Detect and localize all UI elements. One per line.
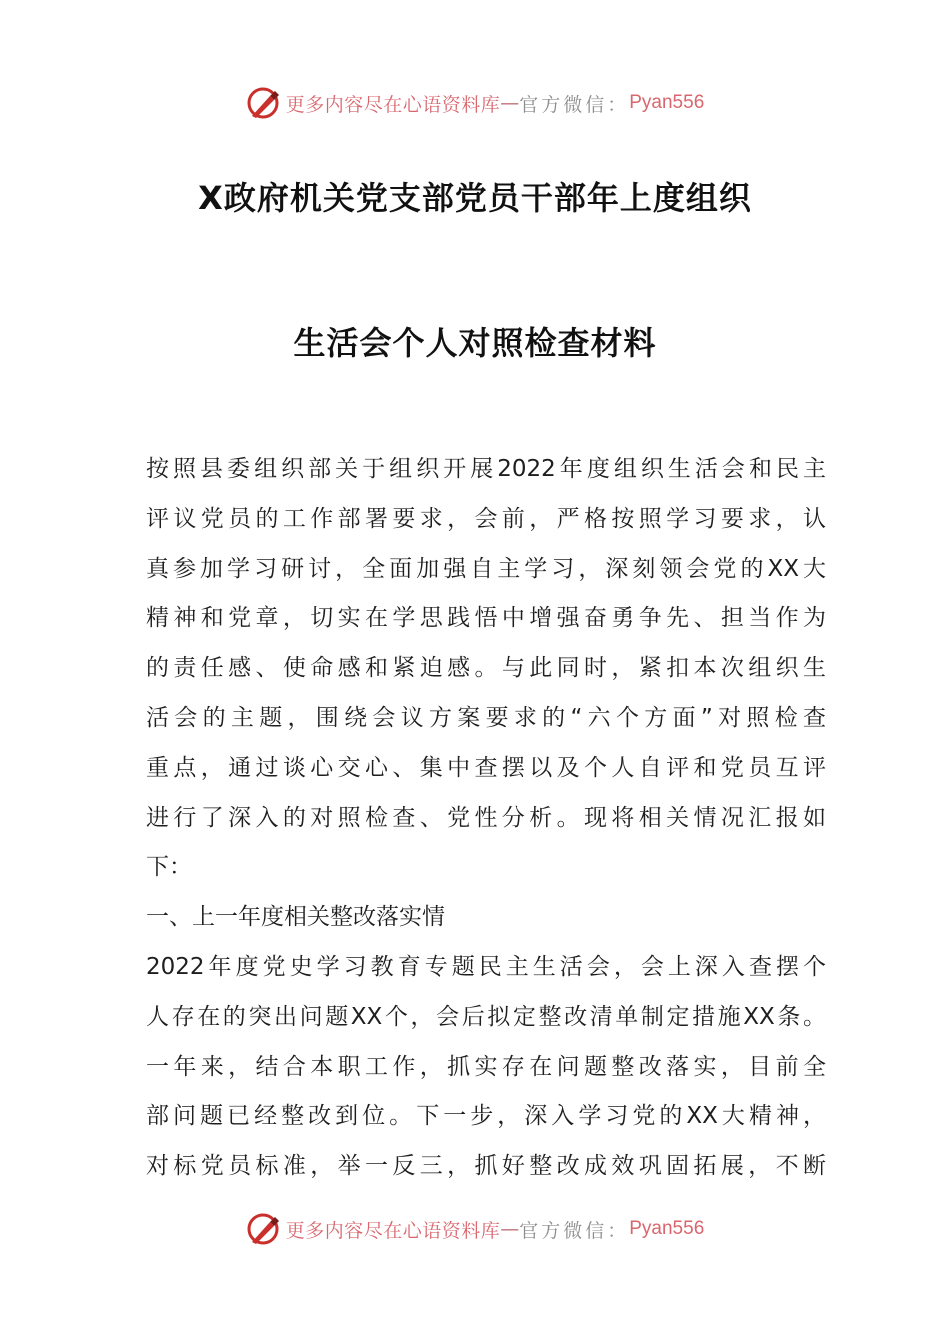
body-line: 进行了深入的对照检查、党性分析。现将相关情况汇报如 (146, 804, 826, 831)
body-line: 精神和党章，切实在学思践悟中增强奋勇争先、担当作为 (146, 605, 826, 632)
section-heading: 一、上一年度相关整改落实情 (146, 904, 445, 931)
body-line: 2022年度党史学习教育专题民主生活会，会上深入查摆个 (146, 953, 826, 980)
pen-logo-icon (246, 1212, 280, 1246)
watermark-wechat-id: Pyan556 (629, 1218, 705, 1239)
body-line: 人存在的突出问题XX个，会后拟定整改清单制定措施XX条。 (146, 1003, 826, 1030)
body-line: 活会的主题，围绕会议方案要求的“六个方面”对照检查 (146, 704, 826, 731)
watermark-footer (0, 1206, 950, 1252)
pen-logo-icon (246, 86, 280, 120)
document-body (146, 445, 826, 1192)
watermark-separator: — (500, 1218, 520, 1240)
body-line: 的责任感、使命感和紧迫感。与此同时，紧扣本次组织生 (146, 655, 826, 682)
body-line: 真参加学习研讨，全面加强自主学习，深刻领会党的XX大 (146, 555, 826, 582)
watermark-brand-text: 更多内容尽在心语资料库 (285, 1219, 501, 1242)
watermark-wechat-label: 官方微信： (519, 93, 630, 116)
body-line: 部问题已经整改到位。下一步，深入学习党的XX大精神， (146, 1103, 826, 1130)
body-line: 重点，通过谈心交心、集中查摆以及个人自评和党员互评 (146, 754, 826, 781)
body-line: 评议党员的工作部署要求，会前，严格按照学习要求，认 (146, 505, 826, 532)
watermark-separator: — (500, 92, 520, 114)
body-line: 对标党员标准，举一反三，抓好整改成效巩固拓展，不断 (146, 1153, 826, 1180)
watermark-wechat-label: 官方微信： (519, 1219, 630, 1242)
watermark-wechat-id: Pyan556 (629, 92, 705, 113)
watermark-brand-text: 更多内容尽在心语资料库 (285, 93, 501, 116)
document-title-line-2: 生活会个人对照检查材料 (293, 324, 657, 362)
body-line: 按照县委组织部关于组织开展2022年度组织生活会和民主 (146, 456, 826, 482)
body-line: 下： (146, 854, 192, 881)
watermark-header (0, 80, 950, 126)
document-title-line-1: X政府机关党支部党员干部年上度组织 (198, 179, 752, 217)
body-line: 一年来，结合本职工作，抓实存在问题整改落实，目前全 (146, 1053, 826, 1080)
